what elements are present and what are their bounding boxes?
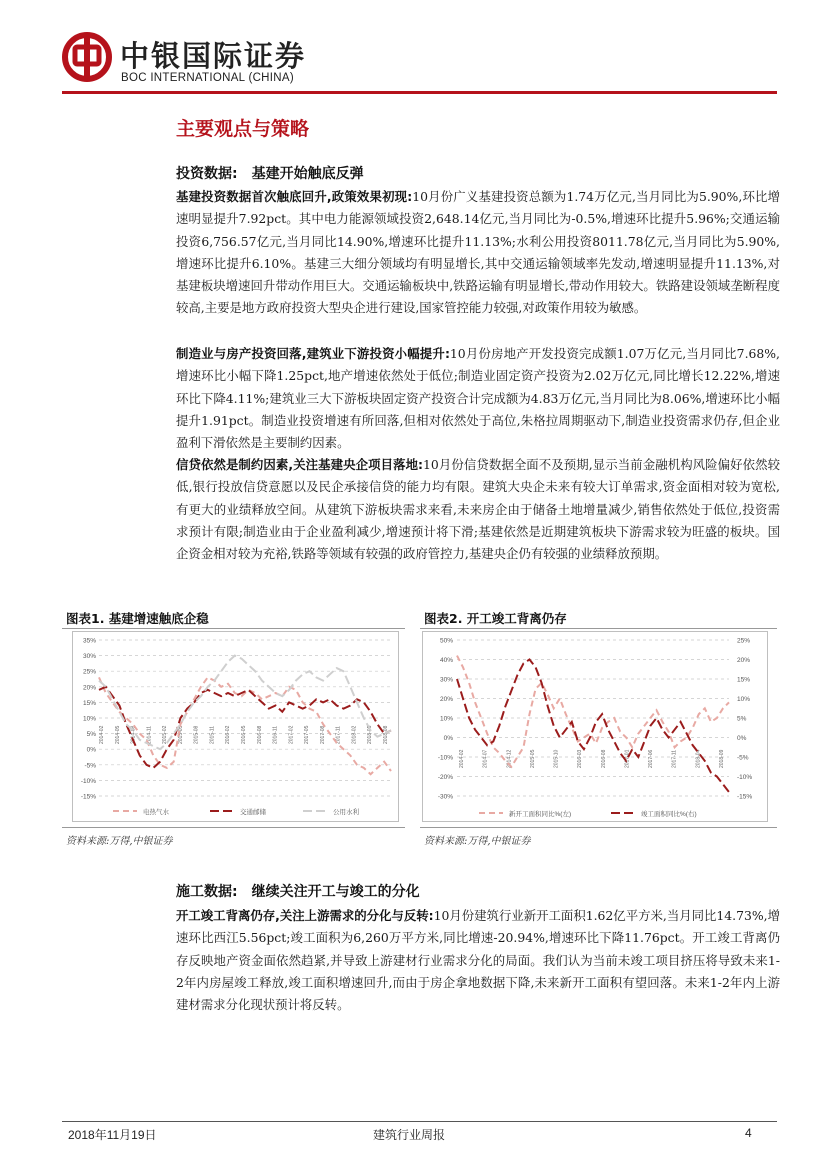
figure1-gridlines <box>99 640 391 796</box>
figure1-source-rule <box>62 827 405 828</box>
x-tick-label: 2017-01 <box>624 749 631 768</box>
figure1-title: 图表1. 基建增速触底企稳 <box>66 611 209 626</box>
y-tick-label-left: -20% <box>437 774 453 781</box>
construction-paragraph-1 <box>176 905 780 1016</box>
y-tick-label: 10% <box>82 715 96 723</box>
y-tick-label-left: 10% <box>439 715 453 723</box>
y-tick-label: 0% <box>86 746 96 754</box>
y-tick-label: -15% <box>80 793 96 801</box>
y-tick-label-left: -10% <box>437 754 453 762</box>
figure2-source-rule <box>420 827 777 828</box>
figure2-legend <box>479 809 697 818</box>
x-tick-label: 2014-07 <box>482 749 489 768</box>
paragraph-lead: 信贷依然是制约因素,关注基建央企项目落地: <box>176 457 424 472</box>
legend-label: 公用水利 <box>333 809 359 816</box>
figure1-source: 资料来源:万得,中银证券 <box>66 836 173 847</box>
x-tick-label: 2018-08 <box>383 725 389 744</box>
y-tick-label: 5% <box>86 731 96 739</box>
figure1-series-group <box>99 656 391 775</box>
y-tick-label-left: -30% <box>437 793 453 801</box>
y-tick-label: 25% <box>82 668 96 676</box>
paragraph-body: 10月份建筑行业新开工面积1.62亿平方米,当月同比14.73%,增速环比西江5.56pct;竣工面积为6,260万平方米,同比增速-20.94%,增速环比下降11.76pct。开工竣工背离仍存反映地产资金面依然趋紧,并导致上游建材行业需求分化的局面。我们认为当前未竣工项目挤压将导致未来1-2年内房屋竣工释放,竣工面积增速回升,而由于房企拿地数据下降,未来新开工面积有望回落。未来1-2年内上游建材需求分化现状预计将反转。 <box>176 908 780 1013</box>
footer-date: 2018年11月19日 <box>68 1128 157 1142</box>
y-tick-label-right: 10% <box>737 696 751 703</box>
x-tick-label: 2018-04 <box>695 749 702 768</box>
paragraph-lead: 制造业与房产投资回落,建筑业下游投资小幅提升: <box>176 346 450 361</box>
investment-heading-label: 投资数据: <box>176 166 238 182</box>
x-tick-label: 2017-06 <box>648 749 655 768</box>
y-tick-label: -10% <box>80 777 96 785</box>
y-tick-label-right: -10% <box>737 774 753 781</box>
figure2-title: 图表2. 开工竣工背离仍存 <box>424 611 567 626</box>
y-tick-label-right: 20% <box>737 657 751 664</box>
construction-heading-subject: 继续关注开工与竣工的分化 <box>251 884 420 900</box>
legend-label: 新开工面积同比%(左) <box>509 811 572 818</box>
figure2-title-rule <box>420 628 777 629</box>
y-tick-label-right: 15% <box>737 676 751 684</box>
figure2-series-group <box>457 656 729 793</box>
y-tick-label: 30% <box>82 653 96 661</box>
footer-report-name: 建筑行业周报 <box>373 1128 446 1142</box>
footer-page-number: 4 <box>745 1126 752 1140</box>
x-tick-label: 2014-05 <box>114 725 121 744</box>
y-tick-label: 15% <box>82 699 96 707</box>
x-tick-label: 2014-02 <box>99 725 105 744</box>
x-tick-label: 2016-02 <box>225 725 232 744</box>
boc-logo <box>62 32 112 82</box>
x-tick-label: 2018-02 <box>351 725 358 744</box>
investment-paragraph-1 <box>176 186 780 320</box>
x-tick-label: 2016-05 <box>241 725 247 744</box>
paragraph-body: 10月份房地产开发投资完成额1.07万亿元,当月同比7.68%,增速环比小幅下降1.25pct,地产增速依然处于低位;制造业固定资产投资为2.02万亿元,同比增长12.22%,增速环比下降4.11%;建筑业三大下游板块固定资产投资合计完成额为4.83万亿元,当月同比为8.06%,增速环比小幅提升1.91pct。制造业投资增速有所回落,但相对依然处于高位,朱格拉周期驱动下,制造业投资需求仍存,但企业盈利下滑依然是主要制约因素。 <box>176 346 780 451</box>
paragraph-body: 10月份信贷数据全面不及预期,显示当前金融机构风险偏好依然较低,银行投放信贷意愿以及民企承接信贷的能力均有限。建筑大央企未来有较大订单需求,资金面相对较为宽松,有更大的业绩释放空间。从建筑下游板块需求来看,未来房企由于储备土地增量减少,销售依然处于低位,投资需求预计有限;制造业由于企业盈利减少,增速预计将下滑;基建依然是近期建筑板块下游需求较为旺盛的板块。国企资金相对较为充裕,铁路等领域有较强的政府管控力,基建央企仍有较强的业绩释放预期。 <box>176 457 780 562</box>
y-tick-label-right: 0% <box>737 735 747 742</box>
figure1-y-axis <box>81 638 96 801</box>
x-tick-label: 2015-10 <box>553 749 560 768</box>
y-tick-label-left: 50% <box>439 637 453 645</box>
figure1-x-axis <box>99 725 389 744</box>
brand-name-cn: 中银国际证券 <box>120 39 307 73</box>
footer-divider <box>62 1121 777 1122</box>
y-tick-label-right: -5% <box>737 754 749 762</box>
x-tick-label: 2017-11 <box>671 750 678 768</box>
y-tick-label-left: 20% <box>439 696 453 703</box>
x-tick-label: 2016-11 <box>272 726 279 744</box>
y-tick-label: 20% <box>82 684 96 692</box>
y-tick-label-right: 5% <box>737 715 747 723</box>
investment-paragraph-3 <box>176 454 780 565</box>
legend-label: 电热气水 <box>143 809 169 816</box>
figure1-title-rule <box>62 628 405 629</box>
x-tick-label: 2017-05 <box>304 725 311 744</box>
construction-heading-label: 施工数据: <box>176 884 238 900</box>
figure1-legend <box>113 807 360 816</box>
y-tick-label: 35% <box>82 637 96 645</box>
legend-label: 交通邮储 <box>240 809 266 816</box>
x-tick-label: 2014-02 <box>459 749 465 768</box>
x-tick-label: 2014-08 <box>130 725 137 744</box>
header-divider <box>62 91 777 94</box>
figure2-y-axis-left <box>438 638 453 801</box>
figure1-chart <box>72 631 399 822</box>
figure2-gridlines <box>457 640 729 796</box>
x-tick-label: 2017-02 <box>288 725 295 744</box>
x-tick-label: 2015-02 <box>162 725 169 744</box>
investment-heading <box>176 163 364 183</box>
x-tick-label: 2016-08 <box>600 749 607 768</box>
series-line-1 <box>457 656 729 767</box>
figure2-chart <box>422 631 768 822</box>
x-tick-label: 2016-03 <box>577 749 584 768</box>
investment-heading-subject: 基建开始触底反弹 <box>251 166 364 182</box>
x-tick-label: 2018-09 <box>719 749 725 768</box>
y-tick-label-left: 40% <box>439 657 453 664</box>
x-tick-label: 2018-05 <box>367 725 374 744</box>
investment-paragraph-2 <box>176 343 780 454</box>
x-tick-label: 2015-08 <box>193 725 200 744</box>
construction-heading <box>176 881 420 901</box>
x-tick-label: 2015-05 <box>529 749 536 768</box>
x-tick-label: 2017-08 <box>319 725 326 744</box>
x-tick-label: 2014-12 <box>506 749 513 768</box>
y-tick-label-left: 30% <box>439 676 453 684</box>
legend-label: 竣工面积同比%(右) <box>641 811 697 818</box>
section-title: 主要观点与策略 <box>176 118 310 140</box>
y-tick-label: -5% <box>84 762 96 770</box>
x-tick-label: 2014-11 <box>146 726 153 744</box>
figure2-source: 资料来源:万得,中银证券 <box>424 836 531 847</box>
paragraph-lead: 基建投资数据首次触底回升,政策效果初现: <box>176 189 413 204</box>
paragraph-body: 10月份广义基建投资总额为1.74万亿元,当月同比为5.90%,环比增速明显提升7.92pct。其中电力能源领域投资2,648.14亿元,当月同比为-0.5%,增速环比提升5.96%;交通运输投资6,756.57亿元,当月同比14.90%,增速环比提升11.13%;水利公用投资8011.78亿元,当月同比为5.90%,增速环比提升6.10%。基建三大细分领域均有明显增长,其中交通运输领域率先发动,增速明显提升11.13%,对基建板块增速回升带动作用巨大。交通运输板块中,铁路运输有明显增长,带动作用较大。铁路建设领域垄断程度较高,主要是地方政府投资大型央企进行建设,国家管控能力较强,对政策作用较为敏感。 <box>176 189 780 316</box>
paragraph-lead: 开工竣工背离仍存,关注上游需求的分化与反转: <box>176 908 434 923</box>
y-tick-label-right: -15% <box>737 793 753 801</box>
x-tick-label: 2017-11 <box>335 726 342 744</box>
x-tick-label: 2015-05 <box>177 725 184 744</box>
series-line-2 <box>457 660 729 793</box>
brand-name-en: BOC INTERNATIONAL (CHINA) <box>121 72 294 84</box>
y-tick-label-right: 25% <box>737 637 751 645</box>
y-tick-label-left: 0% <box>443 735 453 742</box>
figure2-x-axis <box>459 749 725 768</box>
x-tick-label: 2016-08 <box>256 725 263 744</box>
figure2-y-axis-right <box>737 638 752 801</box>
x-tick-label: 2015-11 <box>209 726 216 744</box>
